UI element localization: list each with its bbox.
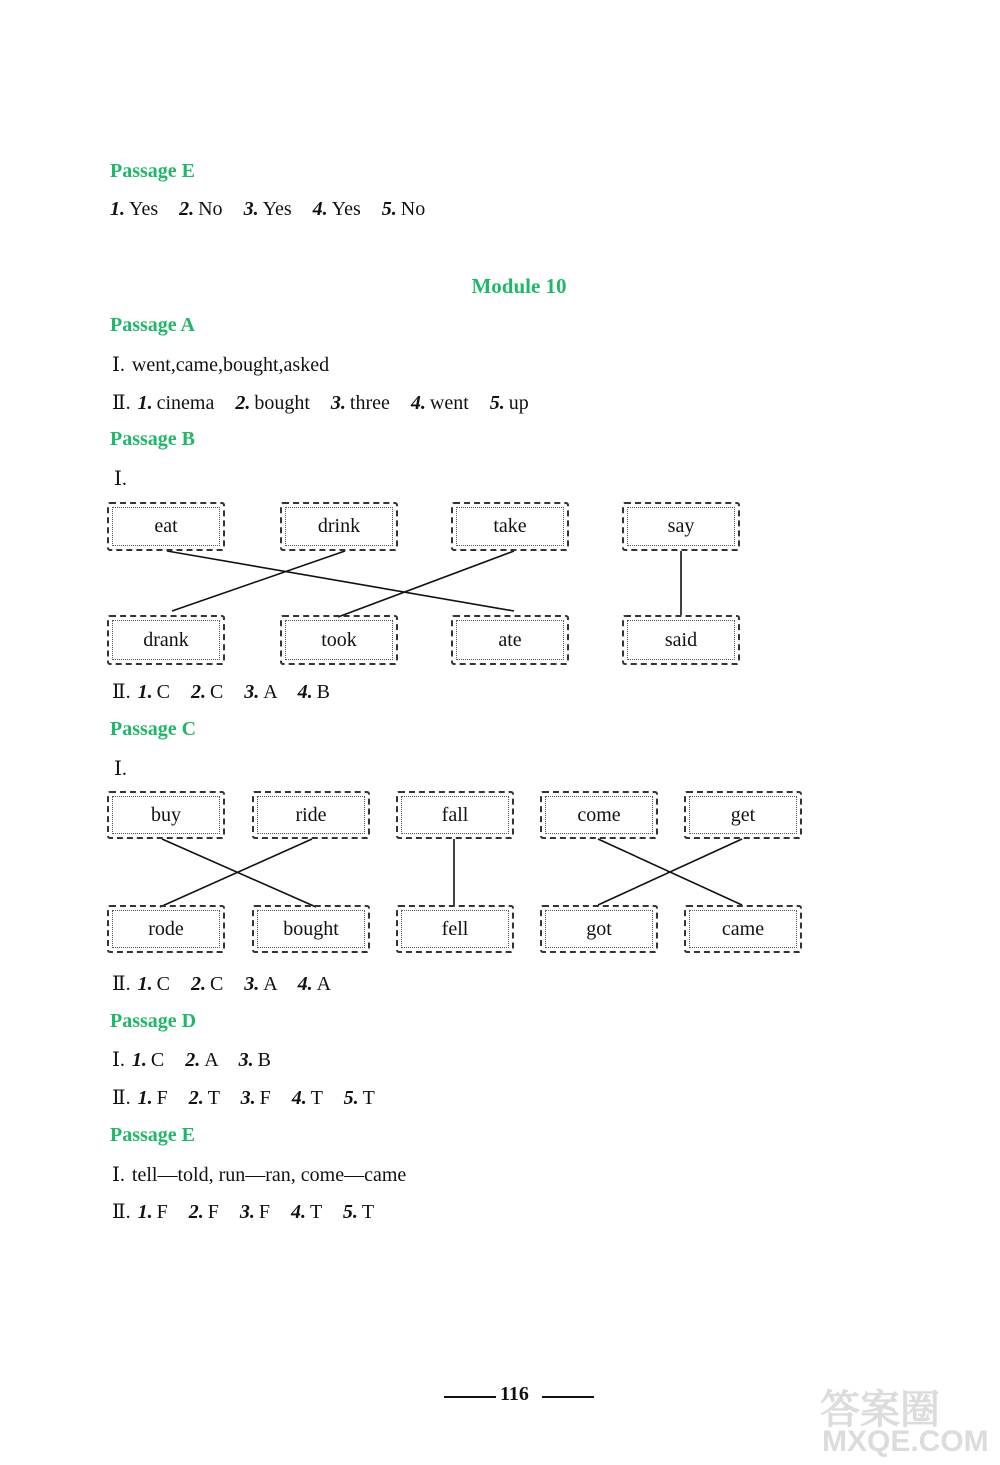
answer-number: 4. xyxy=(297,681,313,703)
passage-c-part2 xyxy=(112,971,331,996)
answer-number: 1. xyxy=(137,1201,153,1223)
answer-value: A xyxy=(316,973,332,995)
answer-value: T xyxy=(310,1087,323,1109)
answer-number: 2. xyxy=(190,973,206,995)
word-box-took: took xyxy=(280,615,398,665)
word-box-drank: drank xyxy=(107,615,225,665)
answer-value: bought xyxy=(254,392,310,414)
answer-value: F xyxy=(207,1201,219,1223)
passage-e-title: Passage E xyxy=(110,1124,195,1146)
word-box-say: say xyxy=(622,502,740,551)
part1-text: tell—told, run—ran, come—came xyxy=(131,1164,407,1186)
answer-value: C xyxy=(209,681,224,703)
word-box-fall: fall xyxy=(396,791,514,839)
passage-d-part1 xyxy=(112,1047,271,1072)
answer-number: 3. xyxy=(239,1201,255,1223)
answer-number: 5. xyxy=(343,1087,359,1109)
answer-value: No xyxy=(400,198,426,220)
word-box-got: got xyxy=(540,905,658,953)
answer-number: 2. xyxy=(235,392,251,414)
answer-number: 2. xyxy=(190,681,206,703)
passage-c-part1-label: Ⅰ. xyxy=(114,758,127,780)
word-box-fell: fell xyxy=(396,905,514,953)
answer-value: C xyxy=(156,681,170,703)
word-box-ride: ride xyxy=(252,791,370,839)
passage-b-title: Passage B xyxy=(110,428,195,450)
answer-number: 3. xyxy=(238,1049,254,1071)
passage-d-title: Passage D xyxy=(110,1010,197,1032)
answer-number: 4. xyxy=(290,1201,306,1223)
word-box-rode: rode xyxy=(107,905,225,953)
answer-value: T xyxy=(309,1201,322,1223)
answer-number: 1. xyxy=(137,1087,153,1109)
answer-number: 4. xyxy=(410,392,426,414)
watermark-logo: 答案圈 xyxy=(820,1387,940,1433)
word-box-take: take xyxy=(451,502,569,551)
passage-c-title: Passage C xyxy=(110,718,197,740)
answer-number: 2. xyxy=(188,1201,204,1223)
passage-b-part2 xyxy=(112,679,330,704)
answer-number: 1. xyxy=(131,1049,147,1071)
match-line xyxy=(172,551,345,611)
roman-numeral: Ⅰ. xyxy=(112,1164,125,1186)
roman-numeral: Ⅱ. xyxy=(112,681,131,703)
answer-value: Yes xyxy=(129,198,159,220)
passage-e-part1 xyxy=(112,1162,406,1187)
answer-number: 4. xyxy=(312,198,328,220)
word-box-came: came xyxy=(684,905,802,953)
answer-number: 1. xyxy=(137,392,153,414)
roman-numeral: Ⅰ. xyxy=(112,354,125,376)
answer-value: A xyxy=(263,681,277,703)
answer-number: 3. xyxy=(330,392,346,414)
answer-value: B xyxy=(257,1049,271,1071)
passage-e-part2 xyxy=(112,1199,374,1224)
answer-value: A xyxy=(204,1049,218,1071)
answer-value: C xyxy=(156,973,170,995)
word-box-bought: bought xyxy=(252,905,370,953)
answer-number: 2. xyxy=(179,198,195,220)
answer-value: T xyxy=(362,1087,375,1109)
passage-b-part1-label: Ⅰ. xyxy=(114,468,127,490)
module-title: Module 10 xyxy=(471,274,567,298)
answer-number: 3. xyxy=(244,973,260,995)
answer-value: F xyxy=(156,1087,168,1109)
footer-ornament-left xyxy=(444,1396,496,1398)
word-box-said: said xyxy=(622,615,740,665)
answer-value: No xyxy=(198,198,223,220)
word-box-eat: eat xyxy=(107,502,225,551)
roman-numeral: Ⅱ. xyxy=(112,1201,131,1223)
page-number: 116 xyxy=(500,1383,529,1405)
roman-numeral: Ⅱ. xyxy=(112,1087,131,1109)
answer-number: 3. xyxy=(240,1087,256,1109)
roman-numeral: Ⅰ. xyxy=(112,1049,125,1071)
answer-number: 4. xyxy=(291,1087,307,1109)
answer-value: went xyxy=(429,392,469,414)
word-box-ate: ate xyxy=(451,615,569,665)
answer-value: F xyxy=(258,1201,270,1223)
answer-number: 1. xyxy=(110,198,125,220)
answer-value: F xyxy=(259,1087,271,1109)
word-box-buy: buy xyxy=(107,791,225,839)
watermark-site: MXQE.COM xyxy=(822,1425,989,1458)
answer-value: C xyxy=(150,1049,165,1071)
answer-value: A xyxy=(263,973,277,995)
answer-value: cinema xyxy=(156,392,215,414)
answer-number: 1. xyxy=(137,973,153,995)
answer-value: T xyxy=(207,1087,220,1109)
answer-number: 2. xyxy=(188,1087,204,1109)
word-box-get: get xyxy=(684,791,802,839)
answer-value: T xyxy=(361,1201,375,1223)
answer-number: 1. xyxy=(137,681,153,703)
answer-value: up xyxy=(508,392,529,414)
answer-value: three xyxy=(349,392,390,414)
answer-number: 3. xyxy=(243,198,259,220)
roman-numeral: Ⅱ. xyxy=(112,973,131,995)
passage-a-title: Passage A xyxy=(110,314,195,336)
word-box-drink: drink xyxy=(280,502,398,551)
part1-text: went,came,bought,asked xyxy=(131,354,330,376)
answer-value: C xyxy=(209,973,224,995)
passage-d-part2 xyxy=(112,1085,375,1110)
footer-ornament-right xyxy=(542,1396,594,1398)
answer-number: 5. xyxy=(489,392,505,414)
answer-value: Yes xyxy=(262,198,292,220)
answer-number: 3. xyxy=(244,681,260,703)
match-line xyxy=(167,551,514,611)
passage-e-top-title: Passage E xyxy=(110,160,195,182)
roman-numeral: Ⅱ. xyxy=(112,392,131,414)
match-line xyxy=(160,839,312,907)
answer-value: Yes xyxy=(331,198,361,220)
answer-value: F xyxy=(156,1201,168,1223)
answer-number: 5. xyxy=(381,198,397,220)
answer-value: B xyxy=(316,681,330,703)
answer-number: 5. xyxy=(342,1201,358,1223)
answer-number: 4. xyxy=(297,973,313,995)
match-line xyxy=(162,839,316,907)
answer-number: 2. xyxy=(185,1049,201,1071)
word-box-come: come xyxy=(540,791,658,839)
